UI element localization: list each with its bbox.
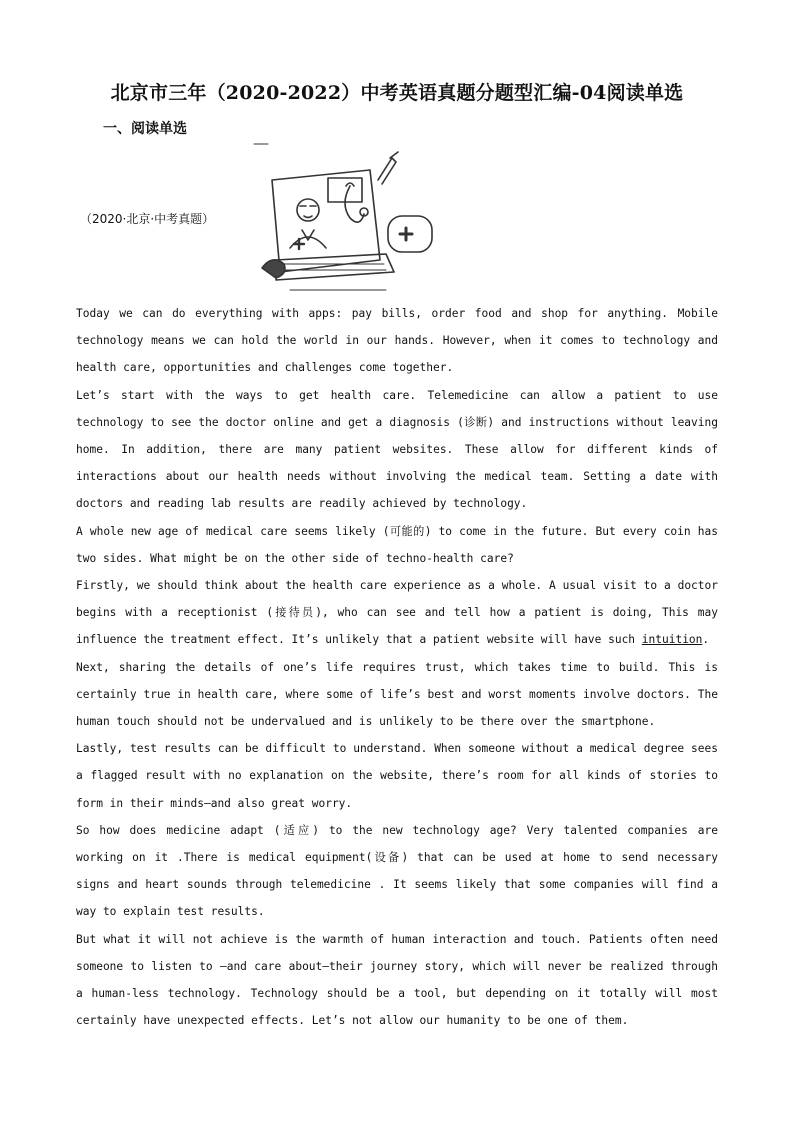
paragraph-8: But what it will not achieve is the warmth of human interaction and touch. Patients often need someone to listen to —and care about—their journey story, which will never be realized through a human-less technology. Technology should be a tool, but depending on it totally will most certainly have unexpected effects. Let’s not allow our humanity to be one of them. bbox=[76, 932, 718, 1028]
paragraph-4-end: . bbox=[702, 633, 710, 647]
paragraph-6: Lastly, test results can be difficult to understand. When someone without a medical degree sees a flagged result with no explanation on the website, there’s room for all kinds of stories to form in their minds—and also great worry. bbox=[76, 742, 718, 810]
paragraph-4-text: Firstly, we should think about the health care experience as a whole. A usual visit to a doctor begins with a receptionist (接待员), who can see and tell how a patient is doing, This may influence the treatment effect. It’s unlikely that a patient website will have such bbox=[76, 579, 718, 647]
paragraph-1: Today we can do everything with apps: pay bills, order food and shop for anything. Mobile technology means we can hold the world in our hands. However, when it comes to technology and health care, opportunities and challenges come together. bbox=[76, 307, 718, 375]
underlined-word-intuition: intuition bbox=[641, 633, 703, 647]
document-title: 北京市三年（2020-2022）中考英语真题分题型汇编-04阅读单选 bbox=[110, 82, 684, 104]
paragraph-5: Next, sharing the details of one’s life requires trust, which takes time to build. This is certainly true in health care, where some of life’s best and worst moments involve doctors. The human touch should not be undervalued and is unlikely to be there over the smartphone. bbox=[76, 660, 718, 729]
paragraph-7: So how does medicine adapt (适应) to the new technology age? Very talented companies are working on it .There is medical equipment(设备) that can be used at home to send necessary signs and heart sounds through telemedicine . It seems likely that some companies will find a way to explain test results. bbox=[76, 823, 718, 919]
source-note: （2020·北京·中考真题） bbox=[80, 212, 215, 226]
paragraph-3: A whole new age of medical care seems likely (可能的) to come in the future. But every coin has two sides. What might be on the other side of techno-health care? bbox=[76, 524, 718, 565]
paragraph-4 bbox=[76, 572, 718, 654]
paragraph-2: Let’s start with the ways to get health care. Telemedicine can allow a patient to use technology to see the doctor online and get a diagnosis (诊断) and instructions without leaving home. In addition, there are many patient websites. These allow for different kinds of interactions about our health needs without involving the medical team. Setting a date with doctors and reading lab results are readily achieved by technology. bbox=[76, 388, 718, 511]
doctor-computer-illustration-icon bbox=[250, 140, 440, 296]
reading-passage bbox=[76, 300, 718, 1034]
section-heading: 一、阅读单选 bbox=[103, 121, 187, 137]
